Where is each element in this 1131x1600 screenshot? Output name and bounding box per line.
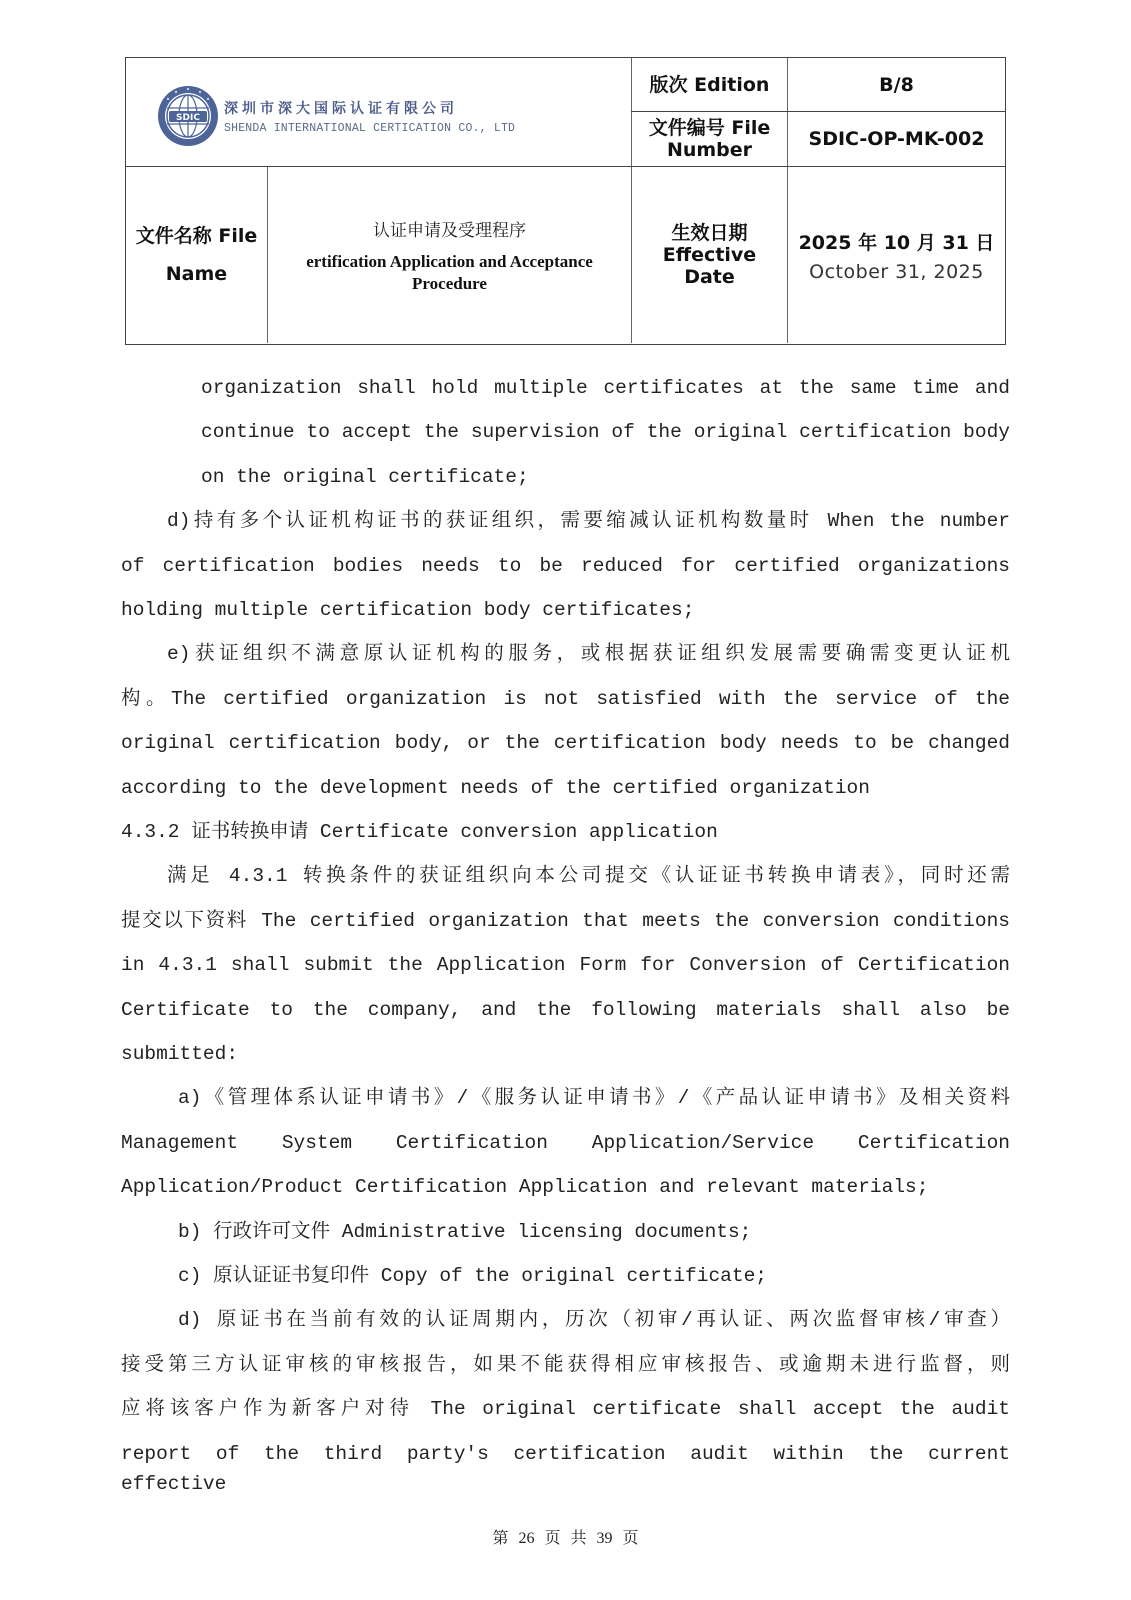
effective-date-cn: 2025 年 10 月 31 日 (798, 231, 995, 254)
company-name-cn: 深圳市深大国际认证有限公司 (224, 100, 458, 117)
effective-date-value-cell (788, 167, 1005, 343)
edition-label: 版次 Edition (649, 73, 770, 96)
list-item: c) 原认证证书复印件 Copy of the original certificate; (178, 1265, 767, 1287)
list-item: a)《管理体系认证申请书》/《服务认证申请书》/《产品认证申请书》及相关资料 (178, 1087, 1010, 1109)
file-name-label-line2: Name (165, 263, 228, 285)
body-line: according to the development needs of the certified organization (121, 777, 870, 799)
effective-date-label-line3: Date (684, 266, 735, 288)
effective-date-label-line1: 生效日期 (671, 222, 748, 244)
file-number-label-line1: 文件编号 File (648, 117, 771, 139)
body-line: organization shall hold multiple certificates at the same time and (201, 377, 1010, 399)
body-line: e)获证组织不满意原认证机构的服务，或根据获证组织发展需要确需变更认证机 (167, 643, 1010, 665)
body-line: 应将该客户作为新客户对待 The original certificate shall accept the audit (121, 1398, 1010, 1420)
effective-date-en: October 31, 2025 (809, 260, 984, 283)
body-line: original certification body, or the certification body needs to be changed (121, 732, 1010, 754)
page-number: 第 26 页 共 39 页 (492, 1530, 639, 1547)
body-line: 提交以下资料 The certified organization that meets the conversion conditions (121, 910, 1010, 932)
body-line: of certification bodies needs to be reduced for certified organizations (121, 555, 1010, 577)
logo-text: SDIC (176, 113, 200, 123)
list-item: b) 行政许可文件 Administrative licensing documents; (178, 1221, 752, 1243)
body-line: report of the third party's certification audit within the current effective (121, 1443, 1010, 1495)
company-logo (156, 84, 515, 148)
edition-value: B/8 (879, 73, 914, 96)
company-name-en: SHENDA INTERNATIONAL CERTICATION CO., LTD (224, 121, 516, 135)
file-name-cn: 认证申请及受理程序 (373, 220, 526, 241)
body-line: d)持有多个认证机构证书的获证组织，需要缩减认证机构数量时 When the number (167, 510, 1010, 532)
body-line: 满足 4.3.1 转换条件的获证组织向本公司提交《认证证书转换申请表》，同时还需 (167, 865, 1010, 887)
file-number-value: SDIC-OP-MK-002 (808, 128, 985, 150)
list-item: d) 原证书在当前有效的认证周期内，历次（初审/再认证、两次监督审核/审查） (178, 1309, 1010, 1331)
file-name-label-line1: 文件名称 File (135, 225, 258, 247)
file-name-en-line2: Procedure (412, 273, 487, 293)
body-line: in 4.3.1 shall submit the Application Form for Conversion of Certification (121, 954, 1010, 976)
effective-date-label-line2: Effective (662, 244, 757, 266)
body-line: Management System Certification Application/Service Certification (121, 1132, 1010, 1154)
body-line: holding multiple certification body certificates; (121, 599, 695, 621)
body-line: continue to accept the supervision of the original certification body (201, 421, 1010, 443)
edition-label-cell (632, 58, 787, 111)
file-number-label-cell (632, 112, 787, 166)
file-name-value-cell (268, 167, 631, 343)
body-line: on the original certificate; (201, 466, 529, 488)
document-header-table (125, 57, 1006, 345)
file-name-label-cell (126, 167, 267, 343)
effective-date-label-cell (632, 167, 787, 343)
globe-logo-icon (156, 84, 220, 148)
file-number-label-line2: Number (666, 139, 753, 161)
edition-value-cell (788, 58, 1005, 111)
body-line: Certificate to the company, and the following materials shall also be (121, 999, 1010, 1021)
body-line: 构。The certified organization is not satisfied with the service of the (121, 688, 1010, 710)
body-line: Application/Product Certification Application and relevant materials; (121, 1176, 929, 1198)
file-number-value-cell (788, 112, 1005, 166)
section-heading: 4.3.2 证书转换申请 Certificate conversion application (121, 821, 718, 843)
body-line: submitted: (121, 1043, 239, 1065)
body-line: 接受第三方认证审核的审核报告，如果不能获得相应审核报告、或逾期未进行监督，则 (121, 1354, 1010, 1376)
file-name-en-line1: ertification Application and Acceptance (306, 251, 593, 271)
